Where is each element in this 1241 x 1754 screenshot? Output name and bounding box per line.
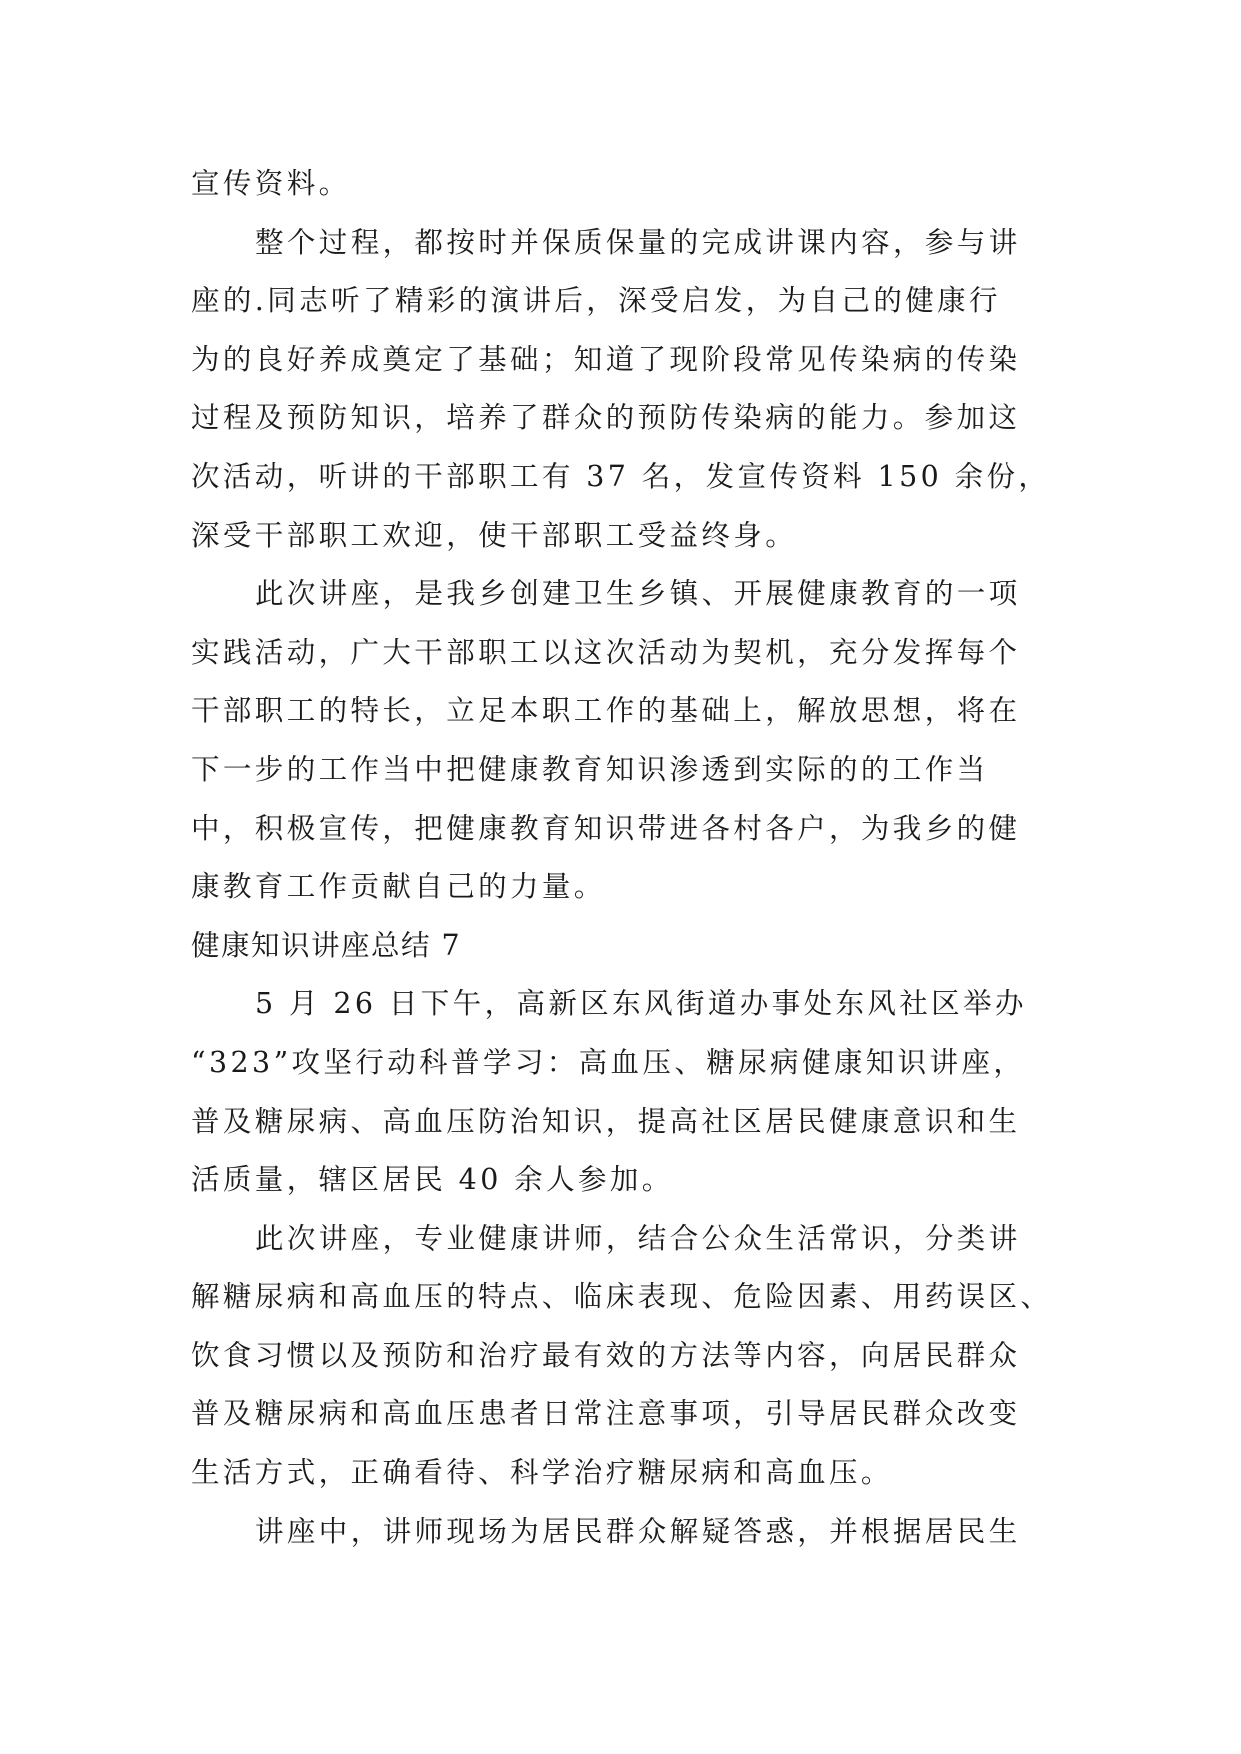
text-line: 此次讲座，专业健康讲师，结合公众生活常识，分类讲 xyxy=(255,1221,1021,1255)
text-line: 深受干部职工欢迎，使干部职工受益终身。 xyxy=(191,518,798,552)
text-line: 此次讲座，是我乡创建卫生乡镇、开展健康教育的一项 xyxy=(255,577,1021,611)
text-line: 次活动，听讲的干部职工有 37 名，发宣传资料 150 余份， xyxy=(191,459,1051,493)
text-line: 实践活动，广大干部职工以这次活动为契机，充分发挥每个 xyxy=(191,635,1021,669)
text-line: 下一步的工作当中把健康教育知识渗透到实际的的工作当 xyxy=(191,752,989,786)
text-line: 5 月 26 日下午，高新区东风街道办事处东风社区举办 xyxy=(255,987,1027,1021)
paragraph xyxy=(191,1503,1061,1562)
document-body xyxy=(191,155,1061,1561)
text-line: 解糖尿病和高血压的特点、临床表现、危险因素、用药误区、 xyxy=(191,1280,1053,1314)
text-line: 中，积极宣传，把健康教育知识带进各村各户，为我乡的健 xyxy=(191,811,1021,845)
text-line: 普及糖尿病和高血压患者日常注意事项，引导居民群众改变 xyxy=(191,1397,1021,1431)
text-line: 康教育工作贡献自己的力量。 xyxy=(191,870,606,904)
text-line: 宣传资料。 xyxy=(191,167,351,200)
text-line: 讲座中，讲师现场为居民群众解疑答惑，并根据居民生 xyxy=(255,1514,1021,1548)
paragraph xyxy=(191,155,1061,214)
text-line: 干部职工的特长，立足本职工作的基础上，解放思想，将在 xyxy=(191,694,1021,728)
text-line: 座的.同志听了精彩的演讲后，深受启发，为自己的健康行 xyxy=(191,284,1001,318)
text-line: 过程及预防知识，培养了群众的预防传染病的能力。参加这 xyxy=(191,401,1021,435)
text-line: 生活方式，正确看待、科学治疗糖尿病和高血压。 xyxy=(191,1456,893,1490)
text-line: 为的良好养成奠定了基础；知道了现阶段常见传染病的传染 xyxy=(191,342,1021,376)
text-line: 活质量，辖区居民 40 余人参加。 xyxy=(191,1163,674,1197)
text-line: 普及糖尿病、高血压防治知识，提高社区居民健康意识和生 xyxy=(191,1104,1021,1138)
paragraph xyxy=(191,565,1061,917)
paragraph xyxy=(191,214,1061,566)
text-line: 整个过程，都按时并保质保量的完成讲课内容，参与讲 xyxy=(255,225,1021,259)
paragraph xyxy=(191,975,1061,1209)
text-line: 饮食习惯以及预防和治疗最有效的方法等内容，向居民群众 xyxy=(191,1338,1021,1372)
paragraph xyxy=(191,1210,1061,1503)
text-line: “323”攻坚行动科普学习：高血压、糖尿病健康知识讲座， xyxy=(191,1045,1026,1079)
heading-text: 健康知识讲座总结 7 xyxy=(191,928,462,962)
section-heading xyxy=(191,917,1061,976)
